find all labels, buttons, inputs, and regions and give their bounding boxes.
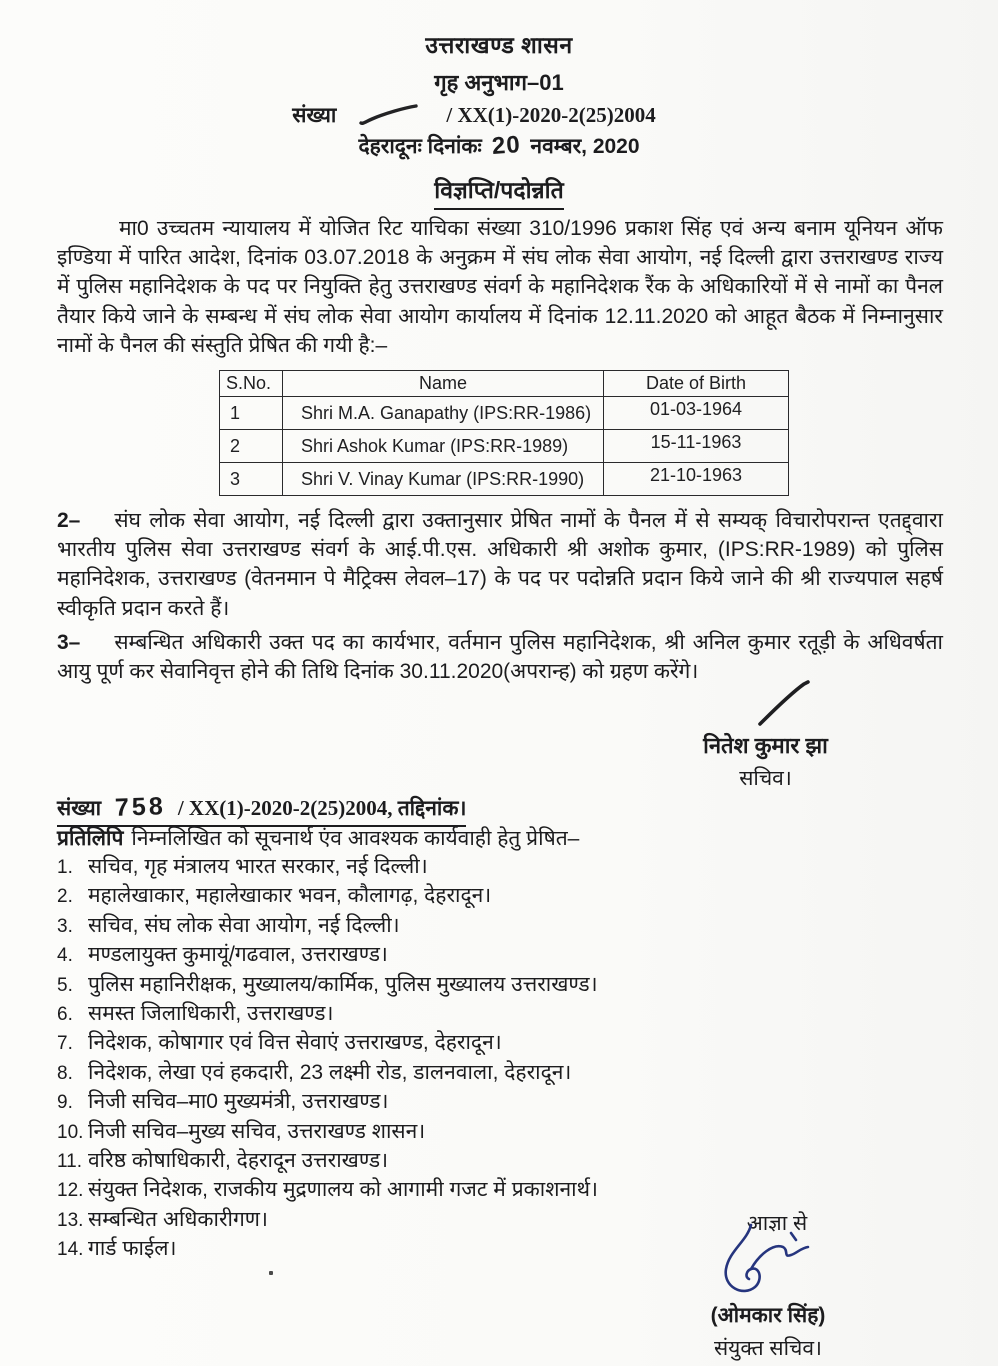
panel-table-body (220, 397, 789, 496)
item-text: गार्ड फाईल। (88, 1237, 177, 1261)
cell-dob: 01-03-1964 (604, 397, 789, 430)
list-item (57, 1091, 777, 1114)
copy-label: प्रतिलिपि (57, 827, 124, 850)
list-item (57, 856, 777, 879)
item-text: निजी सचिव–मुख्य सचिव, उत्तराखण्ड शासन। (88, 1119, 426, 1143)
list-item (57, 915, 777, 938)
secretary-name: नितेश कुमार झा (703, 733, 828, 758)
endorsement-number-line (57, 793, 466, 827)
copy-intro-line (57, 824, 579, 852)
joint-secretary-role: संयुक्त सचिव। (713, 1337, 823, 1360)
cell-name: Shri V. Vinay Kumar (IPS:RR-1990) (283, 463, 604, 496)
item-number: 13. (57, 1209, 84, 1231)
order-number-line (292, 101, 655, 129)
letterhead (0, 28, 998, 210)
cell-sno: 1 (220, 397, 283, 430)
item-number: 14. (57, 1239, 84, 1261)
paragraph-3-number: 3– (57, 631, 81, 654)
item-number: 12. (57, 1180, 84, 1202)
table-row (220, 430, 789, 463)
item-number: 11. (57, 1150, 83, 1172)
item-number: 3. (57, 915, 73, 937)
item-number: 4. (57, 945, 73, 967)
item-text: सम्बन्धित अधिकारीगण। (88, 1207, 268, 1231)
paragraph-2-number: 2– (57, 509, 81, 532)
list-item (57, 974, 777, 997)
panel-table-head (220, 371, 789, 397)
document-title: विज्ञप्ति/पदोन्नति (434, 173, 563, 210)
item-number: 10. (57, 1121, 84, 1143)
joint-secretary-name: (ओमकार सिंह) (710, 1304, 826, 1327)
cell-sno: 2 (220, 430, 283, 463)
secretary-role: सचिव। (739, 767, 792, 790)
list-item (57, 1179, 777, 1202)
item-number: 5. (57, 974, 73, 996)
cell-dob: 21-10-1963 (604, 463, 789, 496)
secretary-signature-block (648, 680, 883, 792)
item-number: 9. (57, 1092, 73, 1114)
table-header-sno: S.No. (220, 371, 283, 397)
table-header-dob: Date of Birth (604, 371, 789, 397)
item-text: निजी सचिव–मा0 मुख्यमंत्री, उत्तराखण्ड। (88, 1090, 389, 1114)
item-text: समस्त जिलाधिकारी, उत्तराखण्ड। (88, 1001, 334, 1025)
handwritten-dispatch-number: 758 (114, 792, 167, 822)
paragraph-2 (57, 506, 943, 623)
item-text: निदेशक, लेखा एवं हकदारी, 23 लक्ष्मी रोड, डालनवाला, देहरादून। (88, 1060, 572, 1084)
list-item (57, 1003, 777, 1026)
ink-dot (269, 1271, 273, 1275)
cell-sno: 3 (220, 463, 283, 496)
department-section: गृह अनुभाग–01 (434, 70, 564, 95)
table-header-name: Name (283, 371, 604, 397)
paragraph-3 (57, 628, 943, 686)
item-text: पुलिस महानिरीक्षक, मुख्यालय/कार्मिक, पुलिस मुख्यालय उत्तराखण्ड। (88, 972, 598, 996)
endorsement-file-number: / XX(1)-2020-2(25)2004, तद्दिनांक। (177, 796, 467, 820)
cell-dob: 15-11-1963 (604, 430, 789, 463)
paragraph-1: मा0 उच्चतम न्यायालय में योजित रिट याचिका संख्या 310/1996 प्रकाश सिंह एवं अन्य बनाम यूनियन ऑफ इण्डिया में पारित आदेश, दिनांक 03.07.2018 के अनुक्रम में संघ लोक सेवा आयोग, नई दिल्ली द्वारा उत्तराखण्ड राज्य में पुलिस महानिदेशक के पद पर नियुक्ति हेतु उत्तराखण्ड संवर्ग के महानिदेशक रैंक के अधिकारियों में से नामों का पैनल तैयार किये जाने के सम्बन्ध में संघ लोक सेवा आयोग कार्यालय में दिनांक 12.11.2020 को आहूत बैठक में निम्नानुसार नामों के पैनल की संस्तुति प्रेषित की गयी है:– (57, 217, 943, 357)
distribution-list (57, 856, 777, 1267)
joint-secretary-signature-icon (705, 1221, 825, 1313)
handwritten-dash-icon (358, 104, 420, 126)
cell-name: Shri M.A. Ganapathy (IPS:RR-1986) (283, 397, 604, 430)
list-item (57, 1062, 777, 1085)
item-number: 2. (57, 886, 73, 908)
item-number: 1. (57, 857, 73, 878)
item-text: निदेशक, कोषागार एवं वित्त सेवाएं उत्तराखण्ड, देहरादून। (88, 1031, 502, 1055)
table-row (220, 397, 789, 430)
item-text: महालेखाकार, महालेखाकार भवन, कौलागढ़, देहरादून। (88, 884, 492, 908)
file-number: / XX(1)-2020-2(25)2004 (446, 102, 656, 127)
paragraph-3-text: सम्बन्धित अधिकारी उक्त पद का कार्यभार, वर्तमान पुलिस महानिदेशक, श्री अनिल कुमार रतूड़ी के अधिवर्षता आयु पूर्ण कर सेवानिवृत्त होने की तिथि दिनांक 30.11.2020(अपरान्ह) को ग्रहण करेंगे। (57, 631, 943, 684)
place-date-prefix: देहरादूनः दिनांकः (358, 135, 482, 158)
table-row (220, 463, 789, 496)
place-date-line (358, 132, 639, 160)
handwritten-day: 20 (490, 131, 522, 160)
item-number: 6. (57, 1003, 73, 1025)
by-order-text: आज्ञा से (746, 1212, 808, 1235)
item-text: सचिव, संघ लोक सेवा आयोग, नई दिल्ली। (88, 913, 400, 937)
joint-secretary-signature-block (648, 1209, 888, 1362)
endorsement-number-label: संख्या (57, 797, 102, 820)
list-item (57, 944, 777, 967)
item-text: मण्डलायुक्त कुमायूं/गढवाल, उत्तराखण्ड। (88, 943, 388, 967)
item-number: 7. (57, 1033, 73, 1055)
list-item (57, 1150, 777, 1173)
copy-intro-text: निम्नलिखित को सूचनार्थ एंव आवश्यक कार्यवाही हेतु प्रेषित– (131, 827, 580, 850)
item-text: संयुक्त निदेशक, राजकीय मुद्रणालय को आगामी गजट में प्रकाशनार्थ। (88, 1178, 598, 1202)
secretary-signature-stroke-icon (752, 680, 816, 728)
paragraph-2-text: संघ लोक सेवा आयोग, नई दिल्ली द्वारा उक्तानुसार प्रेषित नामों के पैनल में से सम्यक् विचारोपरान्त एतद्द्वारा भारतीय पुलिस सेवा उत्तराखण्ड संवर्ग के आई.पी.एस. अधिकारी श्री अशोक कुमार, (IPS:RR-1989) को पुलिस महानिदेशक, उत्तराखण्ड (वेतनमान पे मैट्रिक्स लेवल–17) के पद पर पदोन्नति प्रदान किये जाने की श्री राज्यपाल सहर्ष स्वीकृति प्रदान करते हैं। (57, 509, 943, 620)
item-number: 8. (57, 1062, 73, 1084)
item-text: वरिष्ठ कोषाधिकारी, देहरादून उत्तराखण्ड। (88, 1148, 389, 1172)
table-header-row (220, 371, 789, 397)
item-text: सचिव, गृह मंत्रालय भारत सरकार, नई दिल्ली। (88, 855, 428, 878)
list-item (57, 1121, 777, 1144)
government-name: उत्तराखण्ड शासन (425, 32, 573, 58)
cell-name: Shri Ashok Kumar (IPS:RR-1989) (283, 430, 604, 463)
month-year: नवम्बर, 2020 (530, 135, 640, 158)
list-item (57, 1032, 777, 1055)
panel-table (219, 370, 789, 496)
number-label: संख्या (292, 104, 337, 127)
list-item (57, 885, 777, 908)
